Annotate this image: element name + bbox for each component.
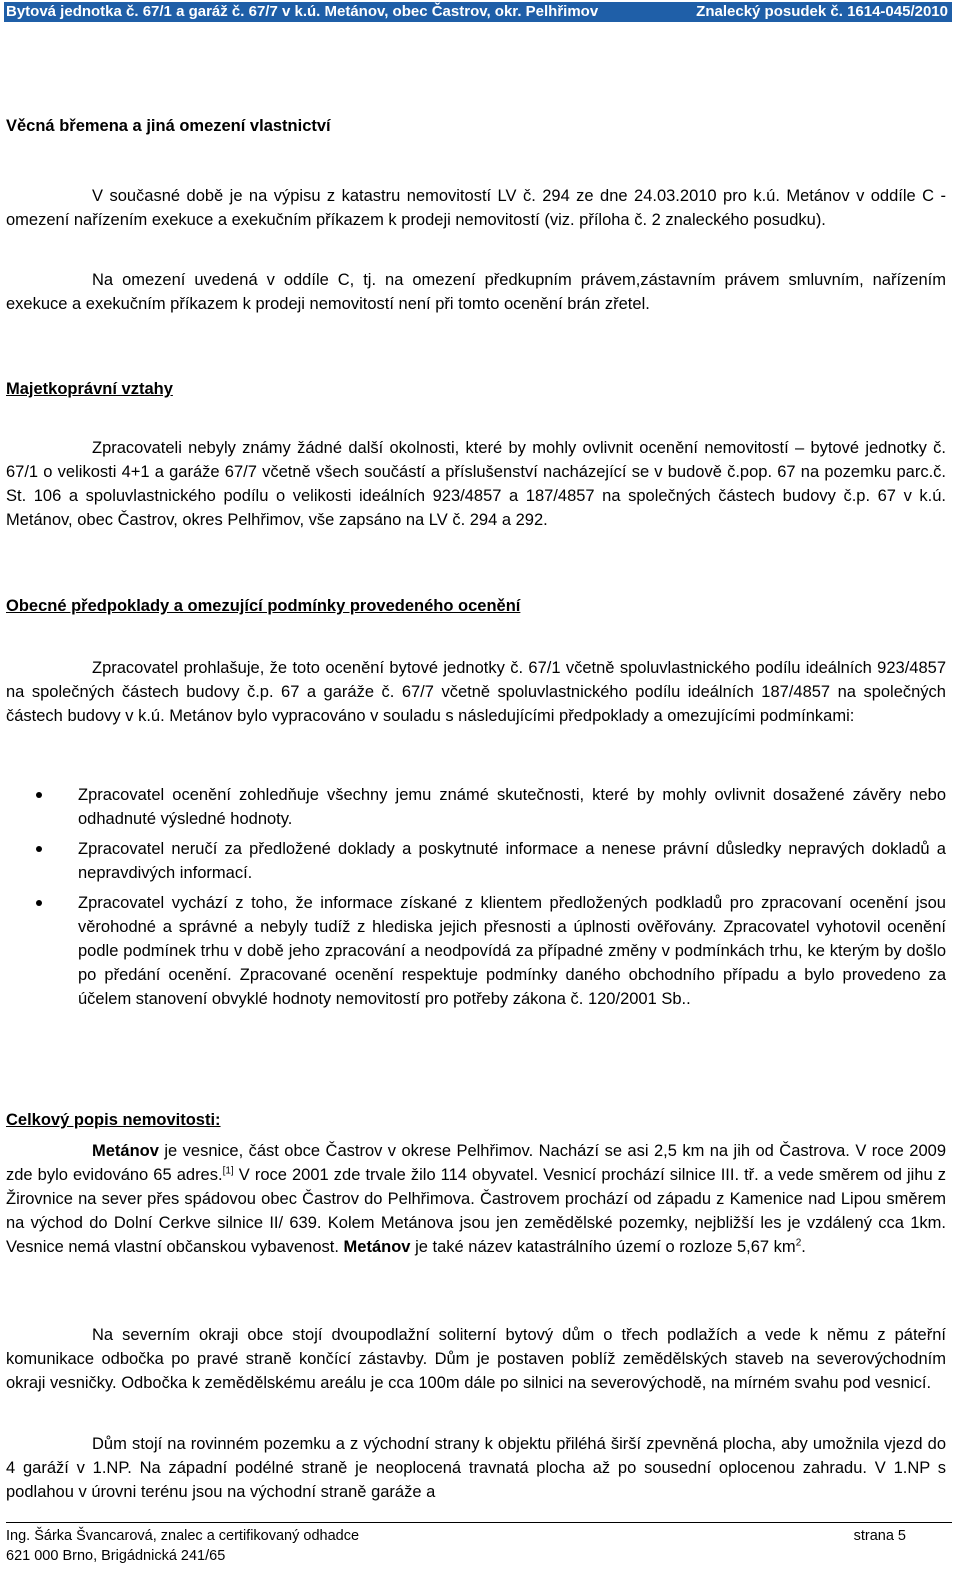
section-assumptions [6,594,946,618]
footer-author: Ing. Šárka Švancarová, znalec a certifikovaný odhadce [6,1528,360,1544]
header-left: Bytová jednotka č. 67/1 a garáž č. 67/7 v k.ú. Metánov, obec Častrov, okr. Pelhřimov [6,3,599,20]
list-item: Zpracovatel vychází z toho, že informace získané z klientem předložených podkladů pro zpracovaní ocenění jsou věrohodné a správné a nebyly tudíž z hlediska jejich přesnosti a úplnosti ověřovány. Zpracovatel vyhotovil ocenění podle podmínek trhu v době jeho zpracování a neodpovídá za případné změny v podmínkách trhu, ke kterým by došlo po předání ocenění. Zpracované ocenění respektuje podmínky daného obchodního případu a bylo provedeno za účelem stanovení obvyklé hodnoty nemovitostí pro potřeby zákona č. 120/2001 Sb.. [6,891,946,1011]
footer-divider [6,1522,952,1523]
paragraph: Zpracovatel prohlašuje, že toto ocenění bytové jednotky č. 67/1 včetně spoluvlastnického podílu ideálních 923/4857 na společných částech budovy č.p. 67 a garáže č. 67/7 včetně spoluvlastnického podílu ideálních 187/4857 na společných částech budovy v k.ú. Metánov bylo vypracováno v souladu s následujícími předpoklady a omezujícími podmínkami: [6,659,946,725]
footer-address: 621 000 Brno, Brigádnická 241/65 [6,1548,226,1564]
section-title: Celkový popis nemovitosti: [6,1111,221,1129]
bullet-icon [36,900,42,906]
encumbrances-paragraph-2 [6,268,946,316]
bullet-icon [36,846,42,852]
section-title: Obecné předpoklady a omezující podmínky provedeného ocenění [6,597,521,615]
paragraph: V současné době je na výpisu z katastru nemovitostí LV č. 294 ze dne 24.03.2010 pro k.ú. Metánov v oddíle C - omezení nařízením exekuce a exekučním příkazem k prodeji nemovitostí (viz. příloha č. 2 znaleckého posudku). [6,187,946,229]
list-item: Zpracovatel ocenění zohledňuje všechny jemu známé skutečnosti, které by mohly ovlivnit dosažené závěry nebo odhadnuté výsledné hodnoty. [6,783,946,831]
encumbrances-paragraph-1 [6,184,946,232]
header-right: Znalecký posudek č. 1614-045/2010 [696,3,948,20]
paragraph: Zpracovateli nebyly známy žádné další okolnosti, které by mohly ovlivnit ocenění nemovitostí – bytové jednotky č. 67/1 o velikosti 4+1 a garáže 67/7 včetně všech součástí a příslušenství nacházející se v budově č.pop. 67 na pozemku parc.č. St. 106 a spoluvlastnického podílu o velikosti ideálních 923/4857 a 187/4857 na společných částech budovy č.p. 67 v k.ú. Metánov, obec Častrov, okres Pelhřimov, vše zapsáno na LV č. 294 a 292. [6,439,946,529]
property-rights-paragraph [6,436,946,532]
paragraph: Na omezení uvedená v oddíle C, tj. na omezení předkupním právem,zástavním právem smluvním, nařízením exekuce a exekučním příkazem k prodeji nemovitostí není při tomto ocenění brán zřetel. [6,271,946,313]
paragraph: Na severním okraji obce stojí dvoupodlažní soliterní bytový dům o třech podlažích a vede k němu z páteřní komunikace odbočka po pravé straně končící zástavby. Dům je postaven poblíž zemědělských staveb na severovýchodním okraji vesničky. Odbočka k zemědělskému areálu je cca 100m dále po silnici na severovýchodě, na mírném svahu pod vesnicí. [6,1326,946,1392]
paragraph: Metánov je vesnice, část obce Častrov v okrese Pelhřimov. Nachází se asi 2,5 km na jih od Častrova. V roce 2009 zde bylo evidováno 65 adres.[1] V roce 2001 zde trvale žilo 114 obyvatel. Vesnicí prochází silnice III. tř. a vede směrem od jihu z Žirovnice na sever přes spádovou obec Častrov do Pelhřimova. Častrovem prochází od západu z Kamenice nad Lipou směrem na východ do Dolní Cerkve silnice II/ 639. Kolem Metánova jsou jen zemědělské pozemky, nejbližší les je vzdálený cca 1km. Vesnice nemá vlastní občanskou vybavenost. Metánov je také název katastrálního území o rozloze 5,67 $km^2$. [6,1142,946,1256]
section-title: Majetkoprávní vztahy [6,380,173,398]
description-paragraph-2 [6,1323,946,1395]
section-description [6,1108,946,1132]
description-paragraph-3 [6,1432,946,1504]
section-title: Věcná břemena a jiná omezení vlastnictví [6,117,331,135]
section-encumbrances [6,114,946,138]
list-item: Zpracovatel neručí za předložené doklady a poskytnuté informace a nenese právní důsledky nepravých dokladů a nepravdivých informací. [6,837,946,885]
description-paragraph-1 [6,1139,946,1259]
assumptions-paragraph [6,656,946,728]
assumptions-list [6,783,946,1011]
page-footer [6,1526,946,1566]
page-number: strana 5 [853,1528,906,1544]
bullet-icon [36,792,42,798]
paragraph: Dům stojí na rovinném pozemku a z východní strany k objektu přiléhá širší zpevněná plocha, aby umožnila vjezd do 4 garáží v 1.NP. Na západní podélné straně je neoplocená travnatá plocha až po sousední oplocenou zahradu. V 1.NP s podlahou v úrovni terénu jsou na východní straně garáže a [6,1435,946,1501]
page-header [4,2,952,22]
section-property-rights [6,377,946,401]
